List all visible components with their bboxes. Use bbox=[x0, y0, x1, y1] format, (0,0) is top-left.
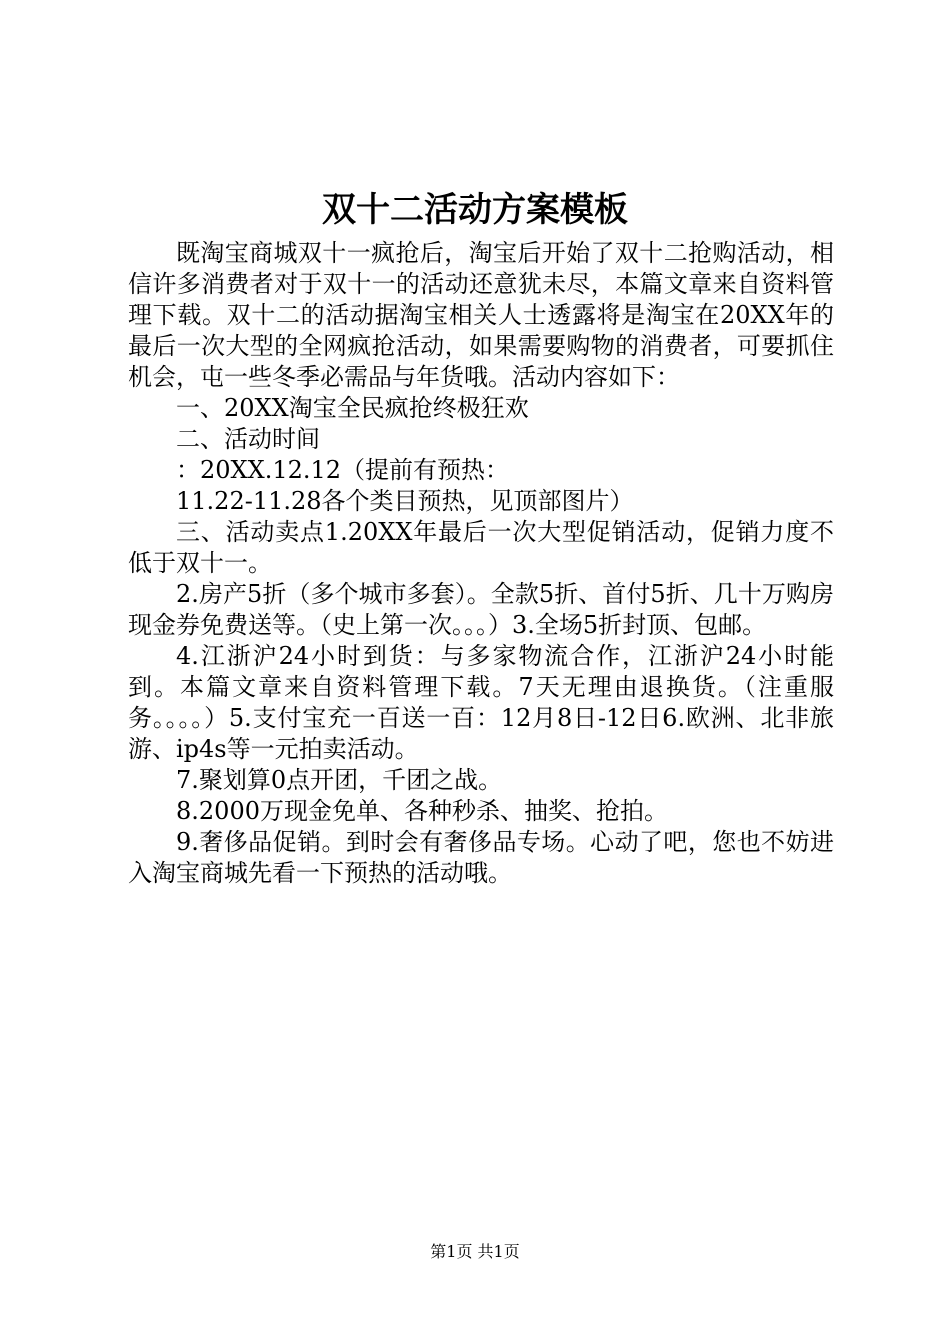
document-body bbox=[128, 238, 834, 889]
paragraph-date: ：20XX.12.12（提前有预热： bbox=[176, 456, 510, 484]
paragraph-intro: 既淘宝商城双十一疯抢后，淘宝后开始了双十二抢购活动，相信许多消费者对于双十一的活动还意犹未尽，本篇文章来自资料管理下载。双十二的活动据淘宝相关人士透露将是淘宝在20XX年的最后一次大型的全网疯抢活动，如果需要购物的消费者，可要抓住机会，屯一些冬季必需品与年货哦。活动内容如下： bbox=[128, 239, 834, 391]
paragraph-item-7: 7.聚划算0点开团，千团之战。 bbox=[176, 766, 503, 794]
paragraph-section-2: 二、活动时间 bbox=[176, 425, 320, 453]
page-footer: 第1页 共1页 bbox=[430, 1242, 520, 1261]
paragraph-item-4-6: 4.江浙沪24小时到货：与多家物流合作，江浙沪24小时能到。本篇文章来自资料管理下载。7天无理由退换货。（注重服务。。。。）5.支付宝充一百送一百：12月8日-12日6.欧洲、北非旅游、ip4s等一元拍卖活动。 bbox=[128, 642, 834, 763]
paragraph-preheat: 11.22-11.28各个类目预热，见顶部图片） bbox=[176, 487, 634, 515]
document-title: 双十二活动方案模板 bbox=[322, 190, 628, 230]
paragraph-section-1: 一、20XX淘宝全民疯抢终极狂欢 bbox=[176, 394, 529, 422]
paragraph-item-8: 8.2000万现金免单、各种秒杀、抽奖、抢拍。 bbox=[176, 797, 668, 825]
paragraph-item-9: 9.奢侈品促销。到时会有奢侈品专场。心动了吧，您也不妨进入淘宝商城先看一下预热的活动哦。 bbox=[128, 828, 834, 887]
paragraph-item-2-3: 2.房产5折（多个城市多套）。全款5折、首付5折、几十万购房现金券免费送等。（史上第一次。。。）3.全场5折封顶、包邮。 bbox=[128, 580, 834, 639]
paragraph-section-3: 三、活动卖点1.20XX年最后一次大型促销活动，促销力度不低于双十一。 bbox=[128, 518, 834, 577]
